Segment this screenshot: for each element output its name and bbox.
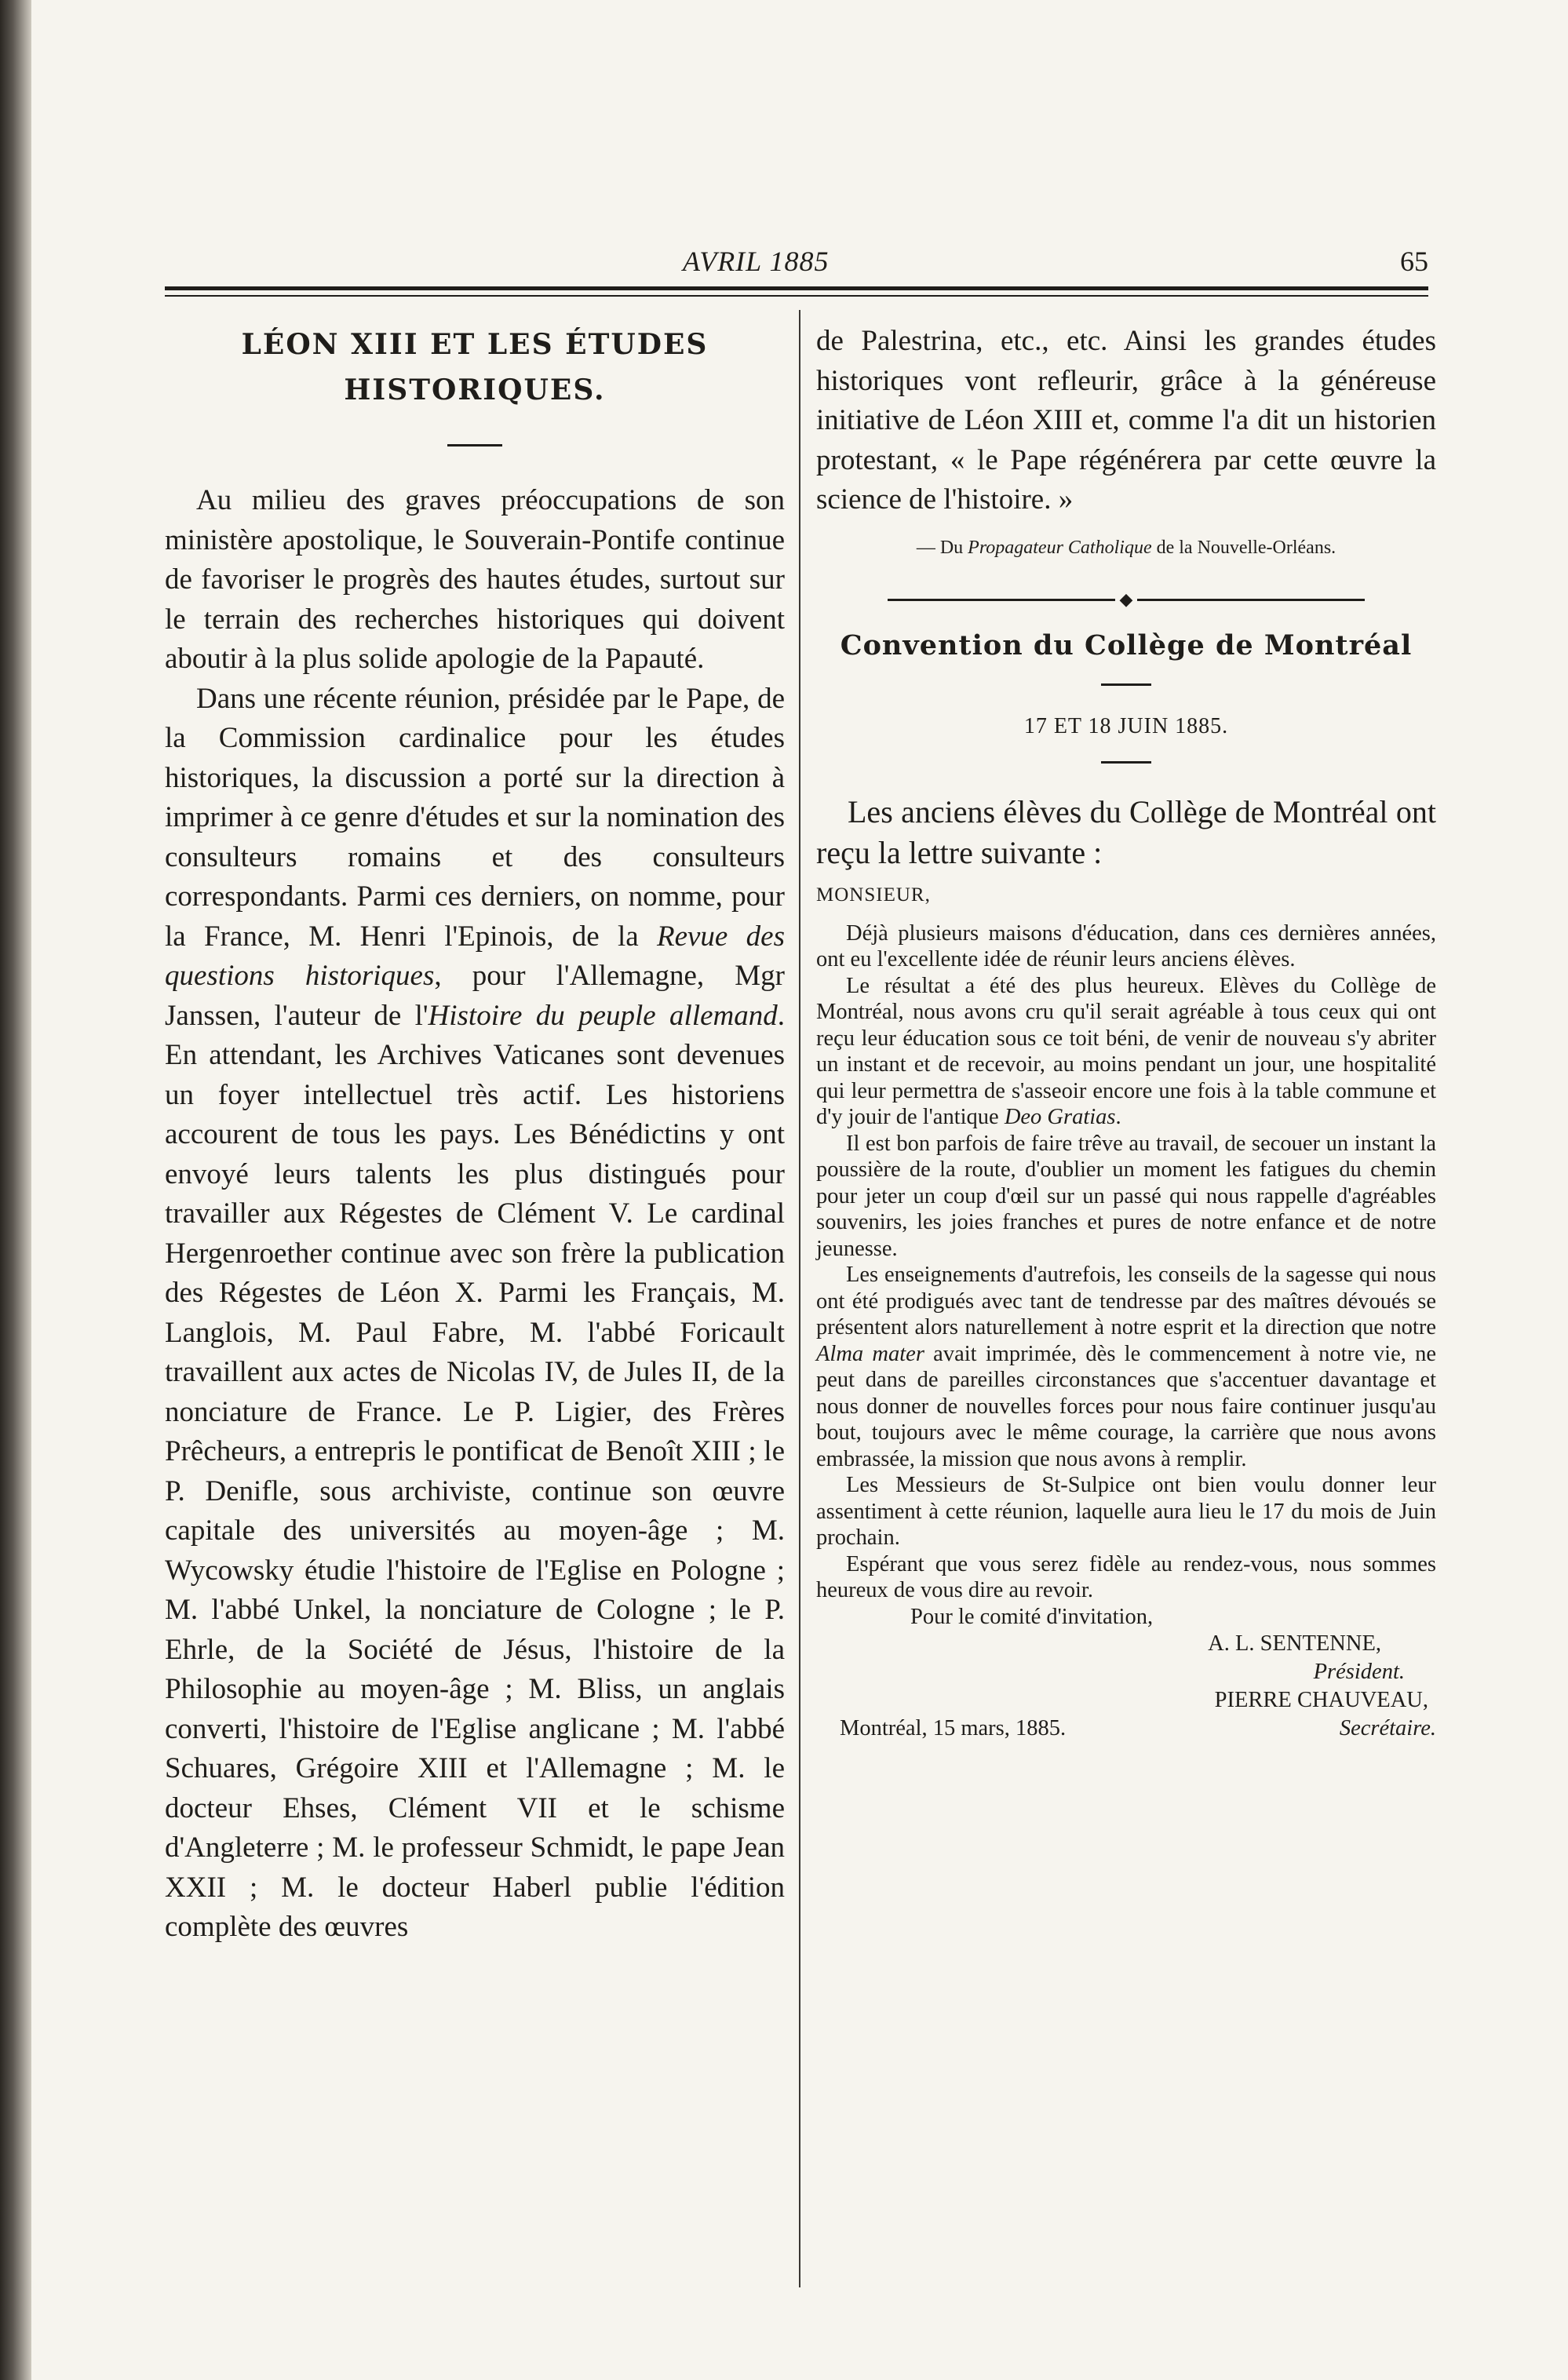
header-rule-thick <box>165 286 1428 290</box>
signature-secretary-name: PIERRE CHAUVEAU, <box>1214 1688 1428 1712</box>
article-title-line1: LÉON XIII ET LES ÉTUDES <box>241 328 709 361</box>
signature-block <box>816 1630 1436 1743</box>
histoire-title: Histoire du peuple allemand <box>428 999 778 1032</box>
letter-paragraph-7: Pour le comité d'invitation, <box>910 1604 1154 1629</box>
header-month-year: AVRIL 1885 <box>683 246 830 277</box>
convention-dash-1 <box>1101 683 1151 686</box>
column-divider <box>799 310 800 2287</box>
signature-president-name: A. L. SENTENNE, <box>1208 1631 1381 1656</box>
deo-gratias: Deo Gratias <box>1004 1105 1116 1129</box>
letter-paragraph-1: Déjà plusieurs maisons d'éducation, dans ces dernières années, ont eu l'excellente idée de réunir leurs anciens élèves. <box>816 920 1436 971</box>
signature-president-role: Président. <box>1313 1660 1405 1684</box>
revue-title: Revue des questions historiques <box>165 920 785 992</box>
paragraph-2-text-c: . En attendant, les Archives Vaticanes sont devenues un foyer intellectuel très actif. Les historiens accourent de tous les pays. Les Bénédictins y ont envoyé leurs talents les plus distingués pour travailler aux Régestes de Clément V. Le cardinal Hergenroether continue avec son frère la publication des Régestes de Léon X. Parmi les Français, M. Langlois, M. Paul Fabre, M. l'abbé Foricault travaillent aux actes de Nicolas IV, de Jules II, de la nonciature de France. Le P. Ligier, des Frères Prêcheurs, a entrepris le pontificat de Benoît XIII ; le P. Denifle, sous archiviste, continue son œuvre capitale des universités au moyen-âge ; M. Wycowsky étudie l'histoire de l'Eglise en Pologne ; M. l'abbé Unkel, la nonciature de Cologne ; le P. Ehrle, de la Société de Jésus, l'histoire de la Philosophie au moyen-âge ; M. Bliss, un anglais converti, l'histoire de l'Eglise anglicane ; M. l'abbé Schuares, Grégoire XIII et l'Allemagne ; M. le docteur Ehses, Clément VII et le schisme d'Angleterre ; M. le professeur Schmidt, le pape Jean XXII ; M. le docteur Haberl publie l'édition complète des œuvres <box>165 999 785 1943</box>
source-attribution <box>816 538 1436 559</box>
page-number: 65 <box>1400 246 1428 277</box>
left-column <box>165 322 785 1948</box>
title-dash <box>447 444 502 446</box>
ornament-diamond-icon: ◆ <box>1119 589 1133 610</box>
signature-row <box>816 1715 1436 1743</box>
source-suffix: de la Nouvelle-Orléans. <box>1151 537 1336 558</box>
paragraph-2-text-b: , pour l'Allemagne, Mgr Janssen, l'auteur de l' <box>165 960 785 1032</box>
paragraph-1-text: Au milieu des graves préoccupations de son ministère apostolique, le Souverain-Pontife continue de favoriser le progrès des hautes études, surtout sur le terrain des recherches historiques qui doivent aboutir à la plus solide apologie de la Papauté. <box>165 484 785 675</box>
paragraph-2-text-a: Dans une récente réunion, présidée par le Pape, de la Commission cardinalice pour les études historiques, la discussion a porté sur la direction à imprimer à ce genre d'études et sur la nomination des consulteurs romains et des consulteurs correspondants. Parmi ces derniers, on nomme, pour la France, M. Henri l'Epinois, de la <box>165 682 785 953</box>
letter-paragraph-2-text-a: Le résultat a été des plus heureux. Elèves du Collège de Montréal, nous avons cru qu'il serait agréable à tous ceux qui ont reçu leur éducation sous ce toit béni, de venir de nouveau s'y abriter un instant et de recevoir, au moins pendant un jour, une hospitalité qui leur permettra de s'asseoir encore une fois à la table commune et d'y jouir de l'antique <box>816 973 1436 1129</box>
convention-title: Convention du Collège de Montréal <box>840 629 1413 662</box>
right-column <box>816 322 1436 1743</box>
letter-paragraph-4-text-b: avait imprimée, dès le commencement à notre vie, ne peut dans de pareilles circonstances que s'accentuer davantage et nous donner de nouvelles forces pour nous faire continuer jusqu'au bout, toujours avec le même courage, la carrière que nous avons embrassée, la mission que nous avons à remplir. <box>816 1341 1436 1471</box>
signature-secretary-role: Secrétaire. <box>1339 1716 1436 1740</box>
letter-paragraph-5: Les Messieurs de St-Sulpice ont bien voulu donner leur assentiment à cette réunion, laquelle aura lieu le 17 du mois de Juin prochain. <box>816 1473 1436 1550</box>
paragraph-1 <box>165 481 785 680</box>
section-ornament <box>816 589 1436 610</box>
article-title <box>165 322 785 413</box>
letter-salutation: MONSIEUR, <box>816 884 931 906</box>
convention-date: 17 ET 18 JUIN 1885. <box>1023 713 1229 738</box>
convention-dash-2 <box>1101 761 1151 764</box>
article-title-line2: HISTORIQUES. <box>344 374 606 406</box>
letter-paragraph-6: Espérant que vous serez fidèle au rendez-vous, nous sommes heureux de vous dire au revoir. <box>816 1551 1436 1602</box>
header-rule-thin <box>165 295 1428 297</box>
alma-mater: Alma mater <box>816 1341 924 1366</box>
letter-paragraph-4 <box>816 1262 1436 1472</box>
letter-paragraph-2-text-b: . <box>1115 1105 1121 1129</box>
letter-paragraph-2 <box>816 973 1436 1131</box>
running-header <box>165 245 1428 284</box>
page-binding-edge <box>0 0 31 2380</box>
ornament-line-left <box>888 599 1115 601</box>
source-prefix: — Du <box>916 537 968 558</box>
letter-body <box>816 920 1436 1631</box>
continuation-paragraph: de Palestrina, etc., etc. Ainsi les grandes études historiques vont refleurir, grâce à la généreuse initiative de Léon XIII et, comme l'a dit un historien protestant, « le Pape régénérera par cette œuvre la science de l'histoire. » <box>816 325 1436 516</box>
ornament-line-right <box>1137 599 1365 601</box>
paragraph-2 <box>165 680 785 1948</box>
place-date: Montréal, 15 mars, 1885. <box>840 1716 1067 1740</box>
letter-paragraph-3: Il est bon parfois de faire trêve au travail, de secouer un instant la poussière de la route, d'oublier un moment les fatigues du chemin pour jeter un coup d'œil sur un passé qui nous rappelle d'agréables souvenirs, les joies franches et pures de notre enfance et de notre jeunesse. <box>816 1131 1436 1261</box>
letter-paragraph-4-text-a: Les enseignements d'autrefois, les conseils de la sagesse qui nous ont été prodigués avec tant de tendresse par des maîtres dévoués se présentent alors naturellement à notre esprit et la direction que notre <box>816 1263 1436 1339</box>
source-publication: Propagateur Catholique <box>968 537 1152 558</box>
convention-intro: Les anciens élèves du Collège de Montréal ont reçu la lettre suivante : <box>816 793 1436 870</box>
